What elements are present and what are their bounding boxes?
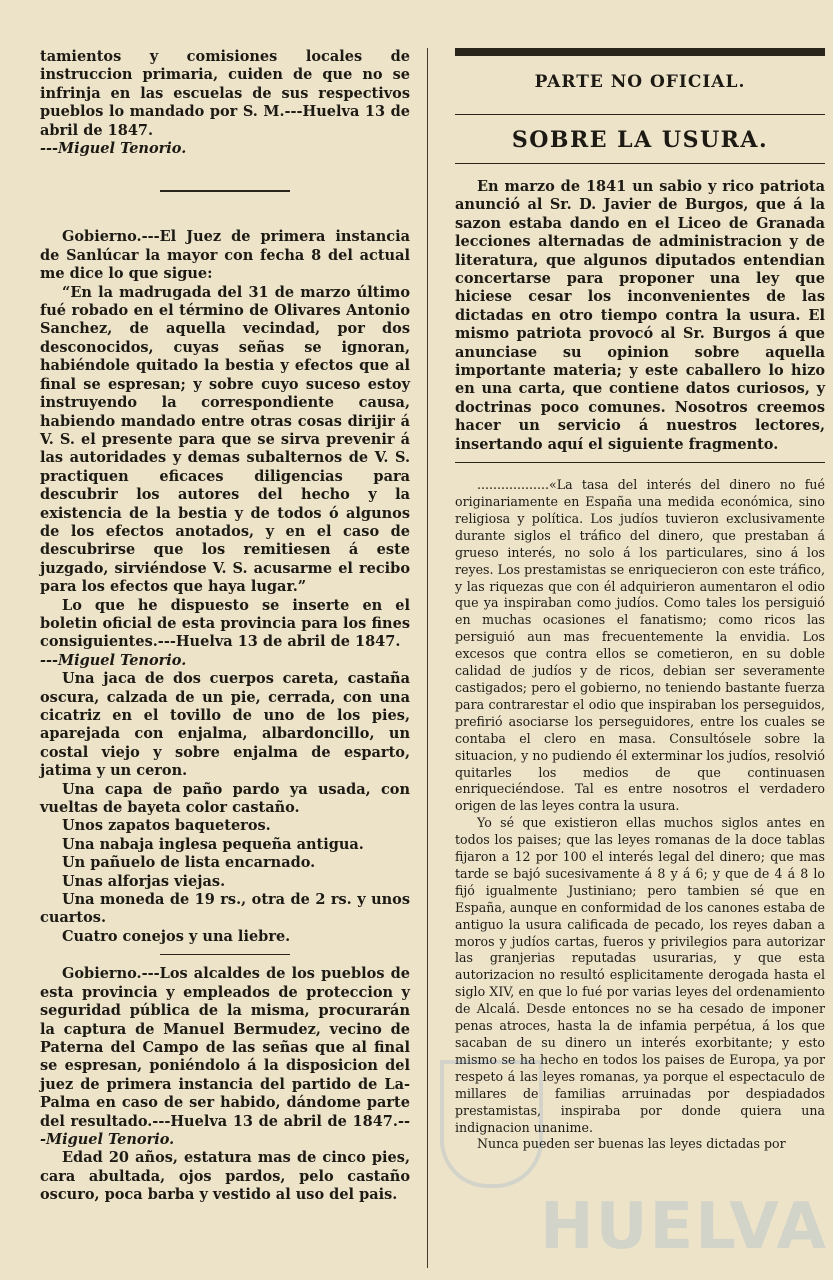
column-divider (427, 48, 428, 1268)
heading-rule (455, 114, 825, 115)
article-paragraph: Nunca pueden ser buenas las leyes dictadas por (477, 1136, 786, 1152)
list-item: Unos zapatos baqueteros. (62, 817, 271, 835)
list-item: Un pañuelo de lista encarnado. (62, 854, 316, 872)
left-column (40, 48, 410, 1205)
list-item: Una moneda de 19 rs., otra de 2 rs. y unos cuartos. (40, 891, 410, 927)
paragraph-instruccion (40, 48, 410, 158)
list-item: Una nabaja inglesa pequeña antigua. (62, 835, 364, 853)
article-intro: En marzo de 1841 un sabio y rico patriota anunció al Sr. D. Javier de Burgos, que á la sazon estaba dando en el Liceo de Granada lecciones alternadas de administracion y de literatura, que algunos diputados entendian concertarse para proponer una ley que hiciese cesar los inconvenientes de las dictadas en otro tiempo contra la usura. El mismo patriota provocó al Sr. Burgos á que anunciase su opinion sobre aquella importante materia; y este caballero lo hizo en una carta, que contiene datos curiosos, y doctrinas poco comunes. Nosotros creemos hacer un servicio á nuestros lectores, insertando aquí el siguiente fragmento. (455, 178, 825, 453)
paragraph-text: tamientos y comisiones locales de instruccion primaria, cuiden de que no se infrinja en las escuelas de sus respectivos pueblos lo mandado por S. M.---Huelva 13 de abril de 1847. (40, 48, 410, 139)
signature: ---Miguel Tenorio. (40, 651, 187, 669)
section-heading: PARTE NO OFICIAL. (534, 72, 746, 92)
signature: ---Miguel Tenorio. (40, 140, 187, 158)
list-item: Una capa de paño pardo ya usada, con vueltas de bayeta color castaño. (40, 780, 410, 817)
list-item: Cuatro conejos y una liebre. (62, 927, 291, 945)
article-title: SOBRE LA USURA. (511, 127, 769, 153)
quoted-report: “En la madrugada del 31 de marzo último fué robado en el término de Olivares Antonio Sanchez, de aquella vecindad, por dos desconocidos, cuyas señas se ignoran, habiéndole quitado la bestia y efectos que al final se espresan; y sobre cuyo suceso estoy instruyendo la correspondiente causa, habiendo mandado entre otras cosas dirijir á V. S. el presente para que se sirva prevenir á las autoridades y demas subalternos de V. S. practiquen eficaces diligencias para descubrir los autores del hecho y la existencia de la bestia y de todos ó algunos de los efectos anotados, y en el caso de descubrirse que los remitiesen á este juzgado, sirviéndose V. S. acusarme el recibo para los efectos que haya lugar.” (40, 283, 410, 596)
list-item: Unas alforjas viejas. (62, 872, 226, 890)
stolen-items-list (40, 670, 410, 946)
signature: ---Miguel Tenorio. (40, 1112, 410, 1148)
paragraph-text: Lo que he dispuesto se inserte en el boletin oficial de esta provincia para los fines consiguientes.---Huelva 13 de abril de 1847. (40, 596, 410, 651)
article-paragraph: ..................«La tasa del interés del dinero no fué originariamente en España una medida económica, sino religiosa y política. Los judíos tuvieron exclusivamente durante siglos el tráfico del dinero, que prestaban á grueso interés, no solo á los particulares, sino á los reyes. Los prestamistas se enriquecieron con este tráfico, y las riquezas que con él adquirieron aumentaron el odio que ya inspiraban como judíos. Como tales los persiguió en muchas ocasiones el fanatismo; como ricos las persiguió aun mas frecuentemente la envidia. Los excesos que contra ellos se cometieron, en su doble calidad de judíos y de ricos, debian ser severamente castigados; pero el gobierno, no teniendo bastante fuerza para contrarestar el odio que inspiraban los perseguidos, prefirió asociarse los perseguidores, entre los cuales se contaba el clero en masa. Consultósele sobre la situacion, y no pudiendo él exterminar los judíos, resolvió quitarles los medios de que continuasen enriqueciéndose. Tal es entre nosotros el verdadero origen de las leyes contra la usura. (455, 477, 825, 814)
right-column (455, 48, 825, 1153)
section-rule (160, 190, 290, 192)
list-item: Una jaca de dos cuerpos careta, castaña oscura, calzada de un pie, cerrada, con una cicatriz en el tovillo de uno de los pies, aparejada con enjalma, albardoncillo, un costal viejo y sobre enjalma de esparto, jatima y un ceron. (40, 670, 410, 780)
intro-rule (455, 462, 825, 463)
top-thick-rule (455, 48, 825, 56)
paragraph-gobierno-2 (40, 965, 410, 1149)
title-rule (455, 163, 825, 164)
watermark-text: HUELVA (540, 1190, 828, 1264)
section-rule (160, 954, 290, 955)
paragraph-text: Gobierno.---Los alcaldes de los pueblos de esta provincia y empleados de proteccion y seguridad pública de la misma, procurarán la captura de Manuel Bermudez, vecino de Paterna del Campo de las señas que al final se espresan, poniéndolo á la disposicion del juez de primera instancia del partido de La-Palma en caso de ser habido, dándome parte del resultado.---Huelva 13 de abril de 1847. (40, 965, 410, 1130)
article-paragraph: Yo sé que existieron ellas muchos siglos antes en todos los paises; que las leyes romanas de la doce tablas fijaron a 12 por 100 el interés legal del dinero; que mas tarde se bajó sucesivamente á 8 y á 6; y que de 4 á 8 lo fijó igualmente Justiniano; pero tambien sé que en España, aunque en conformidad de los canones estaba de antiguo la usura calificada de pecado, los reyes daban a moros y judíos cartas, fueros y privilegios para autorizar las granjerias reputadas usurarias, y que esta autorizacion no resultó esplicitamente derogada hasta el siglo XIV, en que lo fué por varias leyes del ordenamiento de Alcalá. Desde entonces no se ha cesado de imponer penas atroces, hasta la de infamia perpétua, á los que sacaban de su dinero un interés exorbitante; y esto mismo se ha hecho en todos los paises de Europa, ya por respeto á las leyes romanas, ya porque el espectaculo de millares de familias arruinadas por despiadados prestamistas, inspiraba por donde quiera una indignacion unanime. (455, 815, 825, 1135)
paragraph-disposicion (40, 597, 410, 671)
paragraph-gobierno-1: Gobierno.---El Juez de primera instancia de Sanlúcar la mayor con fecha 8 del actual me dice lo que sigue: (40, 228, 410, 283)
description-paragraph: Edad 20 años, estatura mas de cinco pies, cara abultada, ojos pardos, pelo castaño oscuro, poca barba y vestido al uso del pais. (40, 1149, 410, 1204)
